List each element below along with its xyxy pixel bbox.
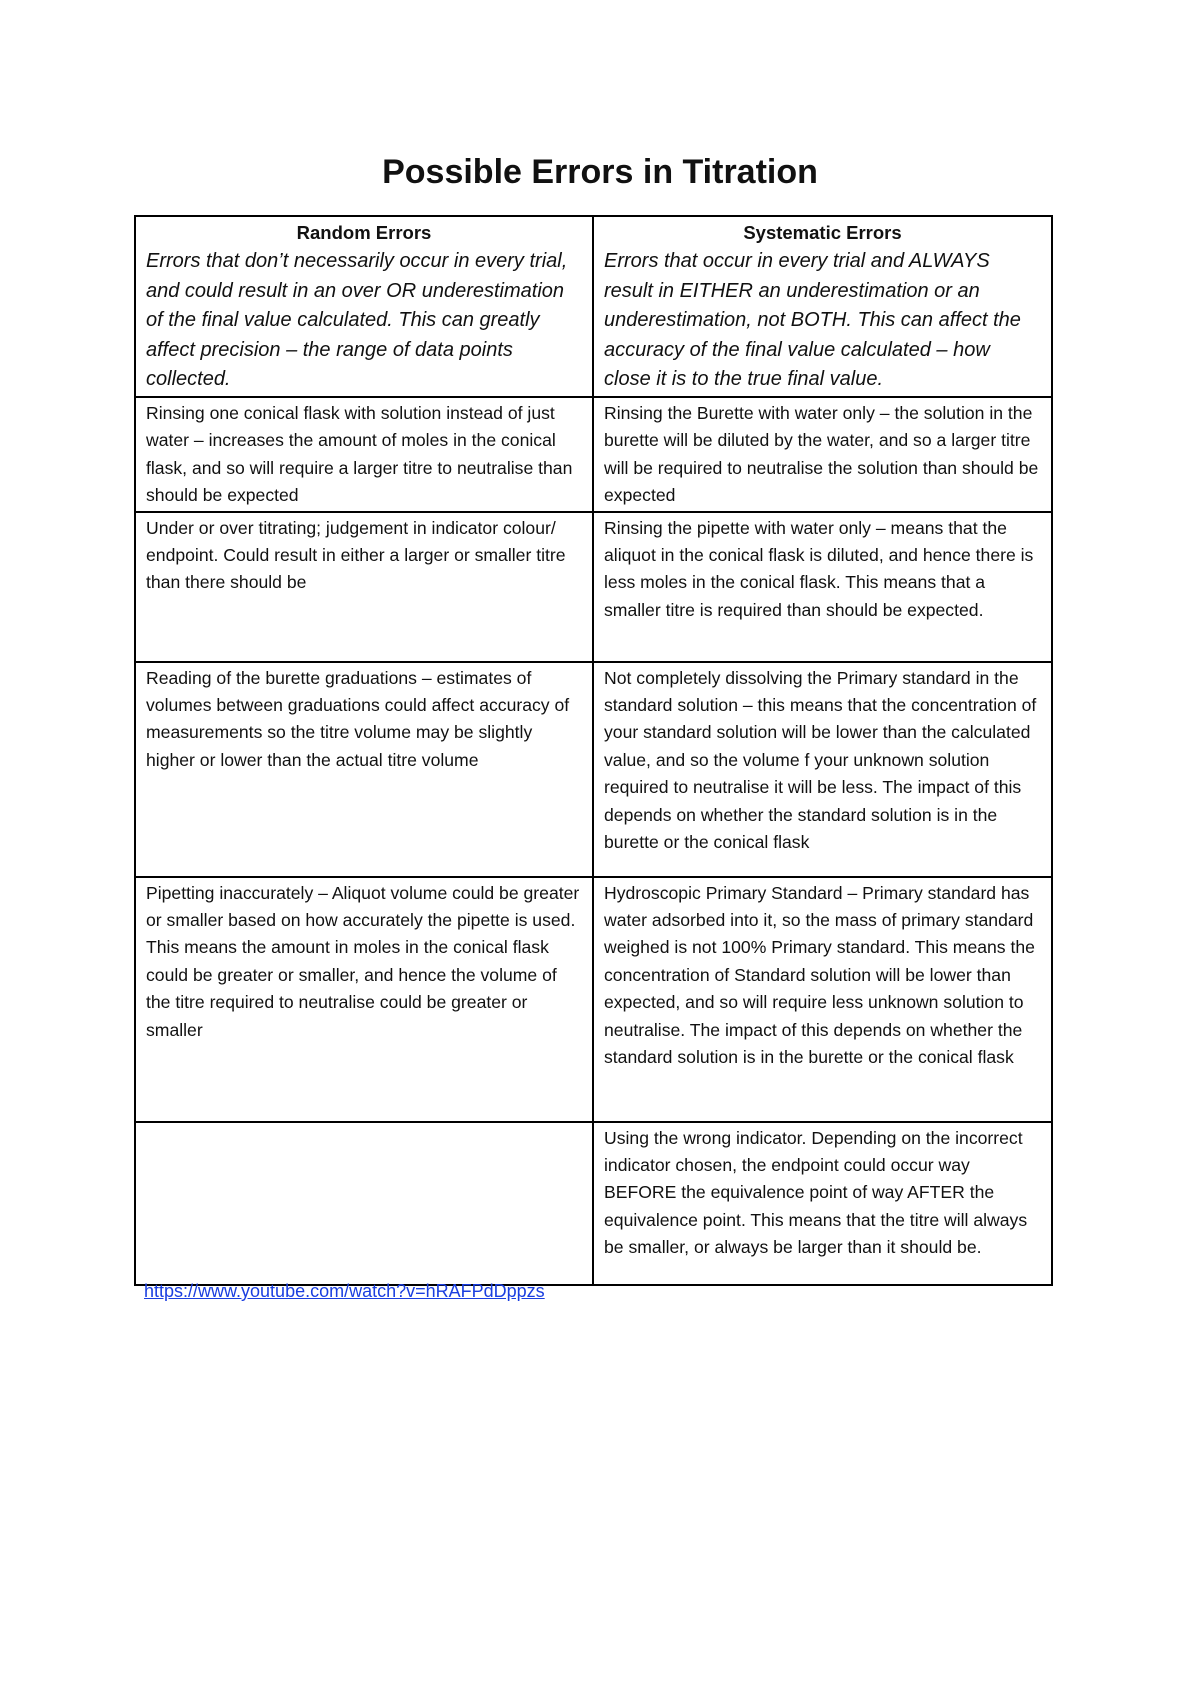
- systematic-error-cell: Rinsing the pipette with water only – means that the aliquot in the conical flask is diluted, and hence there is less moles in the conical flask. This means that a smaller titre is required than should be expected.: [593, 512, 1052, 662]
- random-error-cell-empty: [135, 1122, 593, 1285]
- youtube-reference-link[interactable]: https://www.youtube.com/watch?v=hRAFPdDppzs: [144, 1281, 545, 1301]
- systematic-errors-header-cell: [593, 216, 1052, 397]
- table-row: [135, 1122, 1052, 1285]
- random-errors-heading: Random Errors: [296, 222, 432, 243]
- random-error-cell: Under or over titrating; judgement in indicator colour/ endpoint. Could result in either a larger or smaller titre than there should be: [135, 512, 593, 662]
- page-title: Possible Errors in Titration: [382, 153, 818, 191]
- table-row: [135, 397, 1052, 512]
- random-errors-description: Errors that don’t necessarily occur in every trial, and could result in an over OR underestimation of the final value calculated. This can greatly affect precision – the range of data points collected.: [146, 250, 568, 391]
- errors-table: [134, 215, 1053, 1286]
- random-errors-header-cell: [135, 216, 593, 397]
- random-error-cell: Rinsing one conical flask with solution instead of just water – increases the amount of moles in the conical flask, and so will require a larger titre to neutralise than should be expected: [135, 397, 593, 512]
- systematic-errors-description: Errors that occur in every trial and ALWAYS result in EITHER an underestimation or an underestimation, not BOTH. This can affect the accuracy of the final value calculated – how close it is to the true final value.: [604, 250, 1021, 391]
- systematic-error-cell: Rinsing the Burette with water only – the solution in the burette will be diluted by the water, and so a larger titre will be required to neutralise the solution than should be expected: [593, 397, 1052, 512]
- table-row: [135, 877, 1052, 1122]
- random-error-cell: Reading of the burette graduations – estimates of volumes between graduations could affect accuracy of measurements so the titre volume may be slightly higher or lower than the actual titre volume: [135, 662, 593, 877]
- random-error-cell: Pipetting inaccurately – Aliquot volume could be greater or smaller based on how accurately the pipette is used. This means the amount in moles in the conical flask could be greater or smaller, and hence the volume of the titre required to neutralise could be greater or smaller: [135, 877, 593, 1122]
- table-row: [135, 662, 1052, 877]
- systematic-error-cell: Not completely dissolving the Primary standard in the standard solution – this means that the concentration of your standard solution will be lower than the calculated value, and so the volume f your unknown solution required to neutralise it will be less. The impact of this depends on whether the standard solution is in the burette or the conical flask: [593, 662, 1052, 877]
- table-row: [135, 512, 1052, 662]
- systematic-error-cell: Hydroscopic Primary Standard – Primary standard has water adsorbed into it, so the mass of primary standard weighed is not 100% Primary standard. This means the concentration of Standard solution will be lower than expected, and so will require less unknown solution to neutralise. The impact of this depends on whether the standard solution is in the burette or the conical flask: [593, 877, 1052, 1122]
- systematic-errors-heading: Systematic Errors: [743, 222, 902, 243]
- systematic-error-cell: Using the wrong indicator. Depending on the incorrect indicator chosen, the endpoint could occur way BEFORE the equivalence point of way AFTER the equivalence point. This means that the titre will always be smaller, or always be larger than it should be.: [593, 1122, 1052, 1285]
- table-header-row: [135, 216, 1052, 397]
